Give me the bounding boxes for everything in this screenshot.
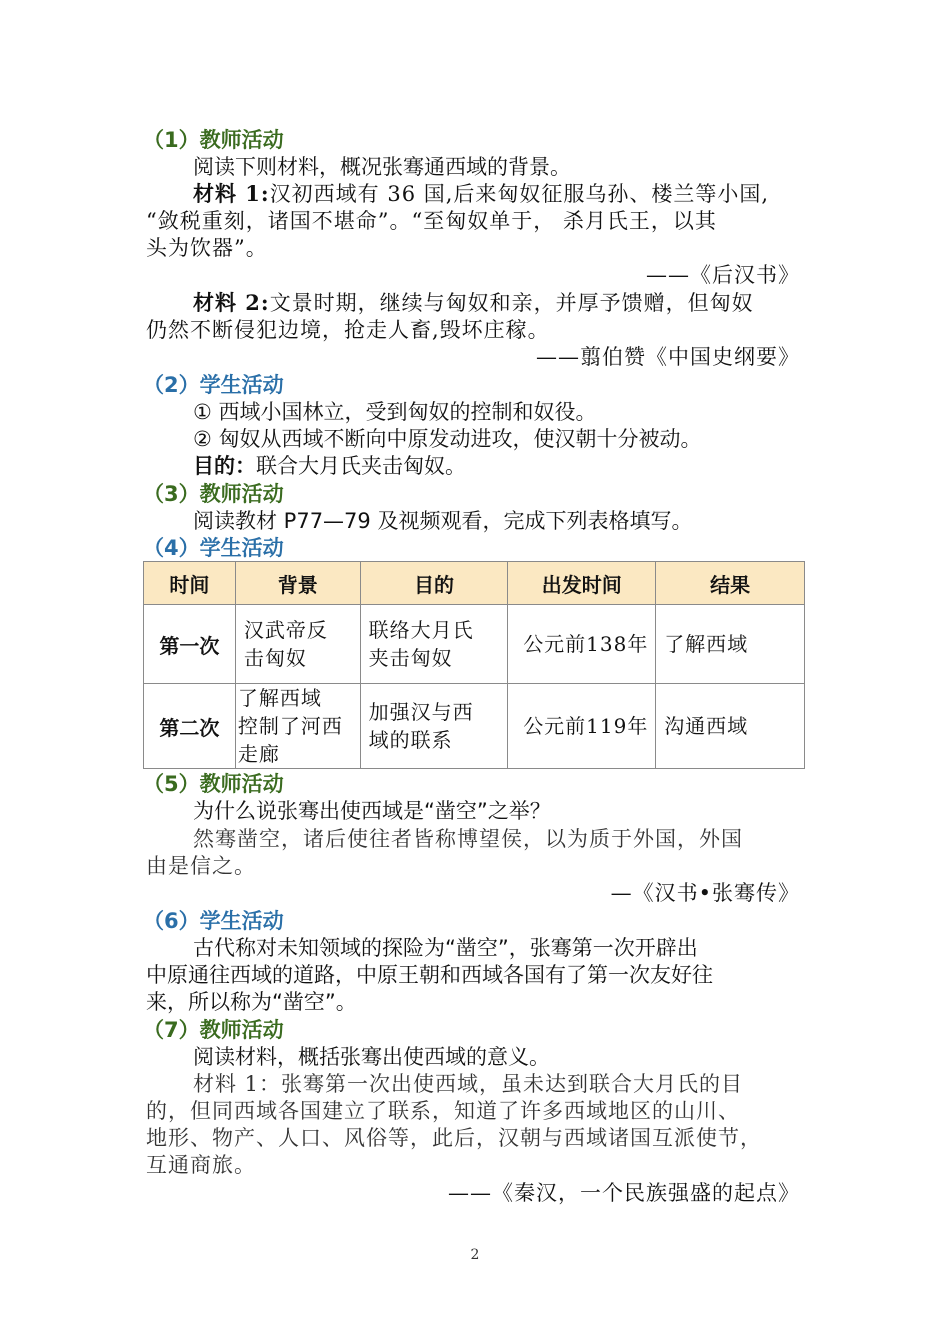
table-header-cell: 目的 [360, 562, 508, 605]
table-header-cell: 时间 [144, 562, 236, 605]
section-7-intro: 阅读材料，概括张骞出使西域的意义。 [193, 1045, 550, 1069]
section-6-line-1: 古代称对未知领域的探险为“凿空”，张骞第一次开辟出 [193, 936, 698, 960]
material-2-text: 文景时期，继续与匈奴和亲，并厚予馈赠，但匈奴 [269, 291, 754, 315]
section-6-line-2: 中原通往西域的道路，中原王朝和西域各国有了第一次友好往 [146, 963, 713, 987]
material-2-line-1 [193, 289, 754, 317]
section-7-material-line-4: 互通商旅。 [146, 1153, 256, 1177]
table-row [144, 684, 805, 769]
table-cell-background: 了解西域 控制了河西 走廊 [235, 684, 360, 769]
material-1-line-1 [193, 180, 769, 208]
material-2-label: 材料 2: [193, 290, 270, 315]
table-cell-purpose: 联络大月氏 夹击匈奴 [360, 605, 508, 684]
table-cell-departure: 公元前138年 [508, 605, 656, 684]
material-1-source: ——《后汉书》 [646, 263, 800, 287]
section-5-question: 为什么说张骞出使西域是“凿空”之举？ [193, 799, 551, 823]
purpose-label: 目的： [193, 454, 256, 478]
section-5-quote-line-1: 然骞凿空，诸后使往者皆称博望侯，以为质于外国，外国 [193, 827, 743, 851]
section-2-point-2: ② 匈奴从西域不断向中原发动进攻，使汉朝十分被动。 [193, 427, 702, 451]
section-7-source: ——《秦汉，一个民族强盛的起点》 [448, 1181, 800, 1205]
table-cell-time: 第一次 [144, 605, 236, 684]
table-cell-background: 汉武帝反 击匈奴 [235, 605, 360, 684]
section-7-heading: （7）教师活动 [143, 1018, 284, 1042]
table-header-cell: 结果 [656, 562, 805, 605]
material-2-line-2: 仍然不断侵犯边境，抢走人畜,毁坏庄稼。 [146, 318, 550, 342]
material-1-text: 汉初西域有 36 国,后来匈奴征服乌孙、楼兰等小国, [269, 182, 770, 206]
table-header-cell: 背景 [235, 562, 360, 605]
mission-table [143, 561, 805, 769]
section-5-source: —《汉书•张骞传》 [610, 881, 800, 905]
table-row [144, 605, 805, 684]
purpose-text: 联合大月氏夹击匈奴。 [256, 454, 466, 478]
section-6-line-3: 来，所以称为“凿空”。 [146, 990, 357, 1014]
section-7-material-line-2: 的，但同西域各国建立了联系，知道了许多西域地区的山川、 [146, 1099, 740, 1123]
material-2-source: ——翦伯赞《中国史纲要》 [536, 345, 800, 369]
table-header-row [144, 562, 805, 605]
section-3-heading: （3）教师活动 [143, 482, 284, 506]
section-2-purpose [193, 452, 466, 480]
section-6-heading: （6）学生活动 [143, 909, 284, 933]
section-1-heading: （1）教师活动 [143, 128, 284, 152]
table-cell-departure: 公元前119年 [508, 684, 656, 769]
section-5-quote-line-2: 由是信之。 [146, 854, 256, 878]
section-7-material-line-1: 材料 1：张骞第一次出使西域，虽未达到联合大月氏的目 [193, 1072, 744, 1096]
material-1-line-2: “敛税重刻，诸国不堪命”。“至匈奴单于， 杀月氏王，以其 [146, 209, 717, 233]
section-5-heading: （5）教师活动 [143, 772, 284, 796]
table-cell-result: 沟通西域 [656, 684, 805, 769]
section-7-material-line-3: 地形、物产、人口、风俗等，此后，汉朝与西域诸国互派使节， [146, 1126, 762, 1150]
section-2-heading: （2）学生活动 [143, 373, 284, 397]
material-1-line-3: 头为饮器”。 [146, 236, 268, 260]
material-1-label: 材料 1: [193, 181, 270, 206]
section-1-intro: 阅读下则材料，概况张骞通西域的背景。 [193, 155, 571, 179]
section-4-heading: （4）学生活动 [143, 536, 284, 560]
table-cell-purpose: 加强汉与西 域的联系 [360, 684, 508, 769]
table-cell-result: 了解西域 [656, 605, 805, 684]
page-number: 2 [470, 1247, 480, 1263]
table-cell-time: 第二次 [144, 684, 236, 769]
table-header-cell: 出发时间 [508, 562, 656, 605]
section-2-point-1: ① 西域小国林立，受到匈奴的控制和奴役。 [193, 400, 597, 424]
section-3-text: 阅读教材 P77—79 及视频观看，完成下列表格填写。 [193, 509, 693, 533]
